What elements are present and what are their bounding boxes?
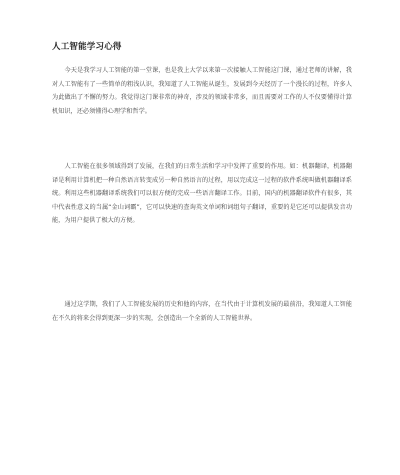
paragraph-intro: 今天是我学习人工智能的第一堂课，也是我上大学以来第一次接触人工智能这门课，通过老师的讲解，我对人工智能有了一些简单的粗浅认识，我知道了人工智能从诞生，发展到今天经历了一个漫长的过程，许多人为此做出了不懈的努力。我觉得这门课非常的神奇，涉及的领域非常多，而且需要对工作的人不仅要懂得计算机知识，还必须懂得心理学和哲学。 [52,67,352,115]
paragraph-applications: 人工智能在很多领域得到了发展，在我们的日常生活和学习中发挥了重要的作用。如：机器翻译，机器翻译是利用计算机把一种自然语言转变成另一种自然语言的过程，用以完成这一过程的软件系统叫做机器翻译系统。利用这些机器翻译系统我们可以很方便的完成一些语言翻译工作。目前，国内的机器翻译软件有很多，其中代表性意义的当属“金山词霸”，它可以快速的查询英文单词和词组句子翻译，重要的是它还可以提供发音功能，为用户提供了极大的方便。 [52,163,352,224]
paragraph-conclusion: 通过这学期，我们了人工智能发展的历史和他的内容，在当代由于计算机发展的最前沿，我知道人工智能在不久的将来会得到更深一步的实现，会创造出一个全新的人工智能世界。 [52,301,352,322]
document-title: 人工智能学习心得 [52,42,122,52]
